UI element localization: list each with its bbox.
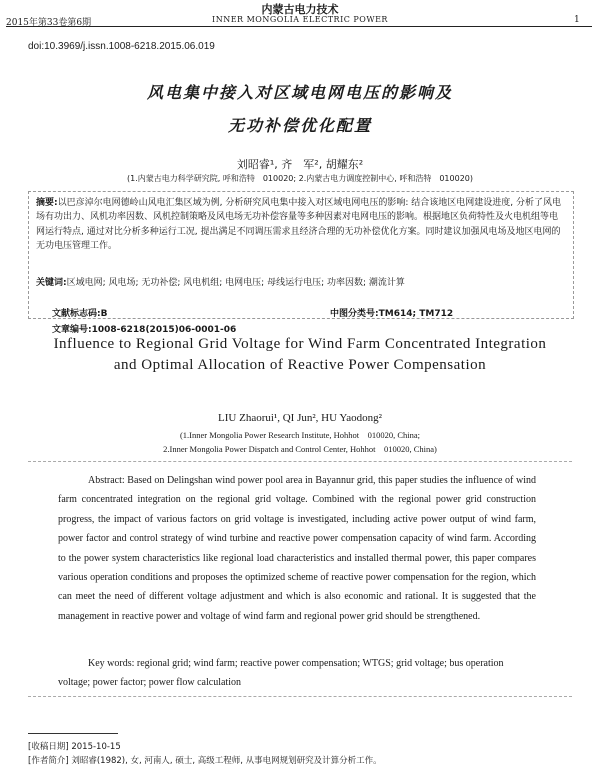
class-number-label: 中图分类号: [330,309,379,319]
author-bio [28,754,382,766]
author-bio-text: 刘昭睿(1982), 女, 河南人, 硕士, 高级工程师, 从事电网规划研究及计算分析工作。 [71,756,382,766]
authors-cn: 刘昭睿¹, 齐 军², 胡耀东² [236,158,364,171]
doc-code-label: 文献标志码: [52,309,101,319]
author-bio-label: [作者简介] [28,756,69,766]
received-label: [收稿日期] [28,742,69,752]
keywords-cn [36,276,566,290]
abstract-en-label: Abstract: [88,475,125,486]
keywords-cn-label: 关键词: [36,278,67,288]
keywords-en [58,654,536,692]
received-value: 2015-10-15 [71,742,121,752]
abstract-en-top-rule [28,461,572,462]
abstract-en-bottom-rule [28,696,572,697]
journal-name-cn: 内蒙古电力技术 [261,3,339,16]
doc-code-value: B [100,309,108,319]
title-cn-line2: 无功补偿优化配置 [227,116,372,135]
affiliation-en-2: 2.Inner Mongolia Power Dispatch and Control Center, Hohhot 010020, China) [163,444,437,454]
class-number-value: TM614; TM712 [378,309,454,319]
keywords-en-label: Key words: [88,658,135,669]
abstract-cn [36,196,566,254]
title-cn-line1: 风电集中接入对区域电网电压的影响及 [146,83,453,102]
affiliations-cn: (1.内蒙古电力科学研究院, 呼和浩特 010020; 2.内蒙古电力调度控制中心, 呼和浩特 010020) [127,174,473,183]
header-rule [6,26,592,27]
received-date [28,740,121,752]
keywords-en-text: regional grid; wind farm; reactive power compensation; WTGS; grid voltage; bus operation voltage; power factor; power flow calculation [58,658,504,688]
footnote-rule [28,733,118,734]
journal-name-en: INNER MONGOLIA ELECTRIC POWER [212,15,388,24]
abstract-en [58,471,536,626]
page-number: 1 [574,15,580,25]
article-number [52,322,236,335]
affiliation-en-1: (1.Inner Mongolia Power Research Institute, Hohhot 010020, China; [179,430,421,440]
keywords-cn-text: 区域电网; 风电场; 无功补偿; 风电机组; 电网电压; 母线运行电压; 功率因数; 潮流计算 [66,278,405,288]
article-number-value: 1008-6218(2015)06-0001-06 [91,325,237,335]
doc-code [52,306,107,319]
title-en-line1: Influence to Regional Grid Voltage for Wind Farm Concentrated Integration [53,336,547,352]
authors-en: LIU Zhaorui¹, QI Jun², HU Yaodong² [218,412,382,424]
class-number [330,306,453,319]
issue-info: 2015年第33卷第6期 [6,18,92,28]
title-en-line2: and Optimal Allocation of Reactive Power Compensation [113,357,487,373]
doi: doi:10.3969/j.issn.1008-6218.2015.06.019 [28,41,215,52]
abstract-cn-text: 以巴彦淖尔电网德岭山风电汇集区域为例, 分析研究风电集中接入对区域电网电压的影响: 结合该地区电网建设进度, 分析了风电场有功出力、风机功率因数、风机控制策略及风电场无功补偿容量等多种因素对电网电压的影响。根据地区负荷特性及火电机组等电网运行特点, 通过对比分析多种运行工况, 提出满足不同调压需求且经济合理的无功补偿优化方案。同时建议加强风电场及地区电网的无功电压管理工作。 [36,198,561,252]
article-number-label: 文章编号: [52,325,92,335]
abstract-en-text: Based on Delingshan wind power pool area in Bayannur grid, this paper studies the influence of wind farm concentrated integration on the regional grid voltage. Combined with the regional power grid construction progress, the impact of various factors on grid voltage is investigated, including active power output of wind farm, power factor and control strategy of wind turbine and reactive power compensation capacity of wind farm. According to the power system characteristics like regional load characteristics and installed thermal power, this paper compares various operation conditions and proposes the optimized scheme of reactive power compensation for the region, which can meet the need of different voltage adjustment and which is also economic and rational. It is suggested that the management in reactive power and voltage of wind farm and regional power grid should be strengthened. [58,475,536,622]
abstract-cn-label: 摘要: [36,198,58,208]
